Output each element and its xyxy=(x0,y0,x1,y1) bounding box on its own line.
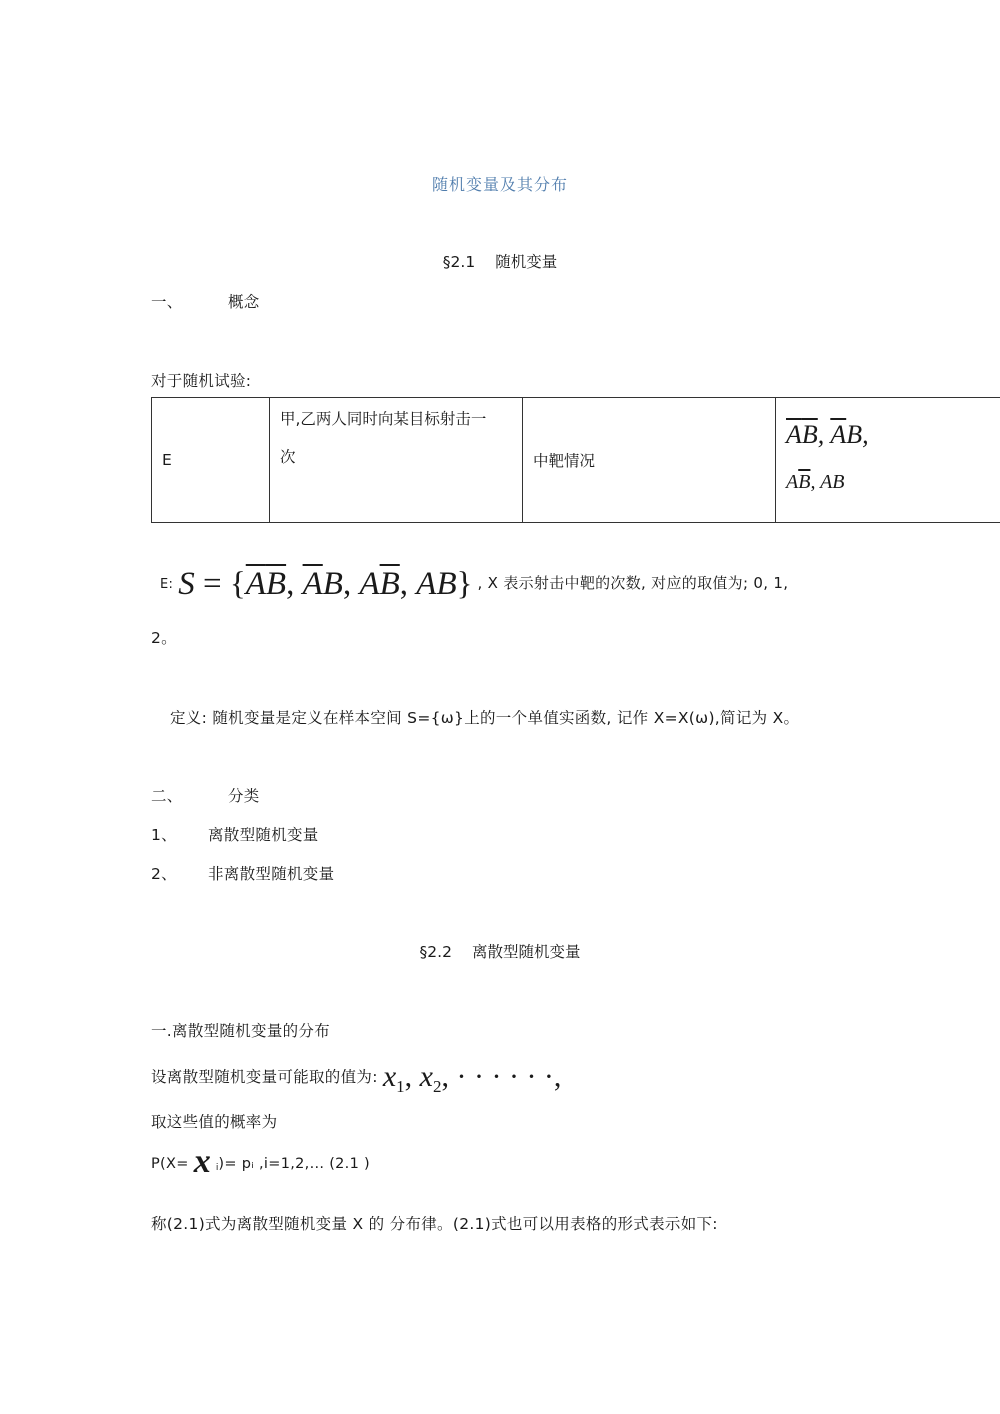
outcomes-line-1: $\overline{A}\overline{B}$, $\overline{A}B$, xyxy=(786,420,869,449)
description-line-1: 甲,乙两人同时向某目标射击一 xyxy=(280,410,487,428)
section-heading-2-2 xyxy=(0,940,1000,962)
closing-text: 称(2.1)式为离散型随机变量 X 的 分布律。(2.1)式也可以用表格的形式表示如下: xyxy=(151,1215,718,1233)
intro-text: 对于随机试验: xyxy=(151,372,252,390)
classification-item-2 xyxy=(151,862,335,884)
table-cell-outcomes xyxy=(776,398,1000,523)
document-title: 随机变量及其分布 xyxy=(431,175,568,194)
section-number: §2.2 xyxy=(419,943,452,961)
x-subscript: 2 xyxy=(432,1077,442,1096)
outcomes-line-2: $A\overline{B}$, AB xyxy=(786,471,845,493)
section-label: 随机变量 xyxy=(495,253,558,271)
values-math: $x_1$, $x_2$, · · · · · ·, xyxy=(382,1060,562,1096)
x-symbol: x xyxy=(419,1060,433,1093)
formula-x: x xyxy=(193,1143,211,1180)
ellipsis: , · · · · · ·, xyxy=(441,1060,562,1093)
description-line-2: 次 xyxy=(280,448,296,466)
definition-text: 定义: 随机变量是定义在样本空间 S={ω}上的一个单值实函数, 记作 X=X(ω),简记为 X。 xyxy=(170,709,800,727)
sample-space-text: , X 表示射击中靶的次数, 对应的取值为; 0, 1, xyxy=(477,574,789,592)
part-label: 概念 xyxy=(228,293,260,311)
sample-space-prefix: E: xyxy=(160,577,174,592)
sample-space-line xyxy=(160,566,788,603)
table-cell-experiment: E xyxy=(152,398,270,523)
sample-space-continuation: 2。 xyxy=(151,629,177,647)
formula-rest: )= pᵢ ,i=1,2,... (2.1 ) xyxy=(218,1156,370,1172)
part-marker: 一、 xyxy=(151,293,183,311)
formula-subscript: i xyxy=(215,1163,219,1173)
sample-space-formula: $S = \{\overline{A}\overline{B}$, $\overline{A}B$, $A\overline{B}$, AB} xyxy=(178,566,473,602)
item-marker: 2、 xyxy=(151,865,177,883)
experiment-table xyxy=(151,397,1000,523)
section-heading-2-1 xyxy=(0,250,1000,272)
x-symbol: x xyxy=(382,1060,397,1093)
item-label: 离散型随机变量 xyxy=(208,826,319,844)
table-cell-outcome-label: 中靶情况 xyxy=(523,398,776,523)
table-cell-description xyxy=(270,398,523,523)
subheading-distribution: 一.离散型随机变量的分布 xyxy=(151,1022,331,1040)
formula-prefix: P(X= xyxy=(151,1156,189,1172)
part-label: 分类 xyxy=(228,787,260,805)
part-marker: 二、 xyxy=(151,787,183,805)
probability-text: 取这些值的概率为 xyxy=(151,1113,278,1131)
formula-line xyxy=(151,1143,370,1181)
values-line xyxy=(151,1060,561,1097)
section-label: 离散型随机变量 xyxy=(471,943,581,961)
section-number: §2.1 xyxy=(442,253,476,271)
x-subscript: 1 xyxy=(396,1077,405,1096)
outcomes-math xyxy=(786,420,1000,494)
part-heading-classification xyxy=(151,784,260,806)
formula-symbol-s: S xyxy=(178,566,195,602)
item-label: 非离散型随机变量 xyxy=(208,865,335,883)
classification-item-1 xyxy=(151,823,319,845)
values-text: 设离散型随机变量可能取的值为: xyxy=(151,1068,378,1086)
item-marker: 1、 xyxy=(151,826,177,844)
part-heading-concept xyxy=(151,290,260,312)
